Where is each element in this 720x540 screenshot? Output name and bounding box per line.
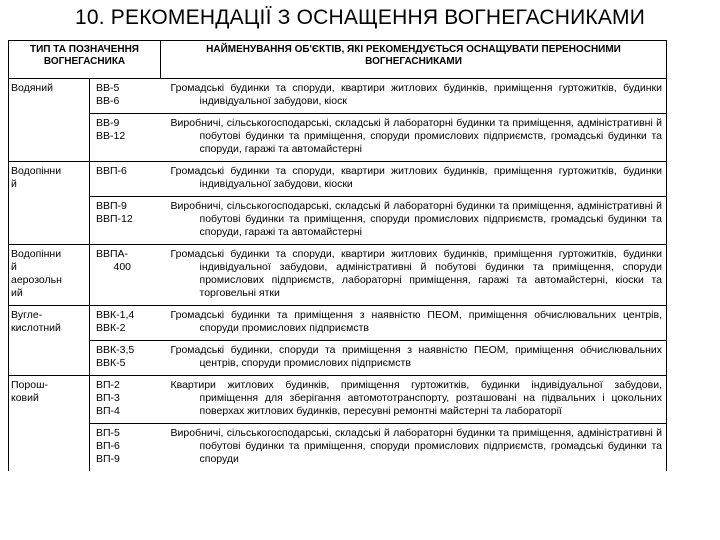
extinguisher-code: ВП-5 ВП-6 ВП-9 [90,424,161,472]
objects-description-text: Виробничі, сільськогосподарські, складські й лабораторні будинки та приміщення, адміністративні й побутові будинки та приміщення, споруди промислових підприємств, громадські будинки та споруди, гаражі та автомайстерні [170,117,663,155]
table-row [9,79,667,114]
objects-description [161,424,667,472]
extinguisher-code: ВВПА- 400 [90,245,161,306]
header-objects: НАЙМЕНУВАННЯ ОБ'ЄКТІВ, ЯКІ РЕКОМЕНДУЄТЬСЯ ОСНАЩУВАТИ ПЕРЕНОСНИМИ ВОГНЕГАСНИКАМИ [161,41,667,79]
table-row [9,424,667,472]
objects-description [161,197,667,245]
objects-description [161,376,667,424]
extinguisher-code: ВВП-9 ВВП-12 [90,197,161,245]
table-header-row [9,41,667,79]
extinguisher-code: ВВК-1,4 ВВК-2 [90,306,161,341]
extinguisher-code: ВП-2 ВП-3 ВП-4 [90,376,161,424]
objects-description [161,114,667,162]
table-row [9,114,667,162]
objects-description-text: Громадські будинки та приміщення з наявністю ПЕОМ, приміщення обчислювальних центрів, споруди промислових підприємств [170,309,663,334]
extinguisher-type: Вугле- кислотний [9,306,90,376]
objects-description [161,306,667,341]
extinguisher-type: Водопінни й [9,162,90,245]
extinguisher-type: Порош- ковий [9,376,90,472]
extinguisher-code: ВВ-9 ВВ-12 [90,114,161,162]
objects-description [161,245,667,306]
page-title: 10. РЕКОМЕНДАЦІЇ З ОСНАЩЕННЯ ВОГНЕГАСНИКАМИ [74,6,646,29]
objects-description-text: Громадські будинки, споруди та приміщення з наявністю ПЕОМ, приміщення обчислювальних центрів, споруди промислових підприємств [170,344,663,369]
objects-description [161,79,667,114]
extinguisher-table [8,40,667,471]
table-row [9,197,667,245]
table-row [9,341,667,376]
table-body [9,79,667,472]
extinguisher-code: ВВ-5 ВВ-6 [90,79,161,114]
objects-description [161,162,667,197]
extinguisher-code: ВВК-3,5 ВВК-5 [90,341,161,376]
objects-description-text: Квартири житлових будинків, приміщення гуртожитків, будинки індивідуальної забудови, приміщення для зберігання автомототранспорту, розташовані на підвальних і цокольних поверхах житлових будинків, пересувні ремонтні майстерні та лабораторії [170,379,663,417]
objects-description-text: Громадські будинки та споруди, квартири житлових будинків, приміщення гуртожитків, будинки індивідуальної забудови, кіоски [170,165,663,190]
table-row [9,162,667,197]
table-row [9,245,667,306]
header-type: ТИП ТА ПОЗНАЧЕННЯ ВОГНЕГАСНИКА [9,41,161,79]
objects-description-text: Громадські будинки та споруди, квартири житлових будинків, приміщення гуртожитків, будинки індивідуальної забудови, кіоск [170,82,663,107]
extinguisher-type: Водопінни й аерозольн ий [9,245,90,306]
objects-description-text: Громадські будинки та споруди, квартири житлових будинків, приміщення гуртожитків, будинки індивідуальної забудови, адміністративні й побутові будинки та приміщення, споруди промислових підприємств, лабораторні приміщення, гаражі та автомайстерні, кіоски та торговельні ятки [170,248,663,299]
table-row [9,376,667,424]
objects-description [161,341,667,376]
table-row [9,306,667,341]
extinguisher-code: ВВП-6 [90,162,161,197]
objects-description-text: Виробничі, сільськогосподарські, складські й лабораторні будинки та приміщення, адміністративні й побутові будинки та приміщення, споруди промислових підприємств, громадські будинки та споруди [170,427,663,465]
extinguisher-type: Водяний [9,79,90,162]
objects-description-text: Виробничі, сільськогосподарські, складські й лабораторні будинки та приміщення, адміністративні й побутові будинки та приміщення, споруди промислових підприємств, громадські будинки та споруди, гаражі та автомайстерні [170,200,663,238]
